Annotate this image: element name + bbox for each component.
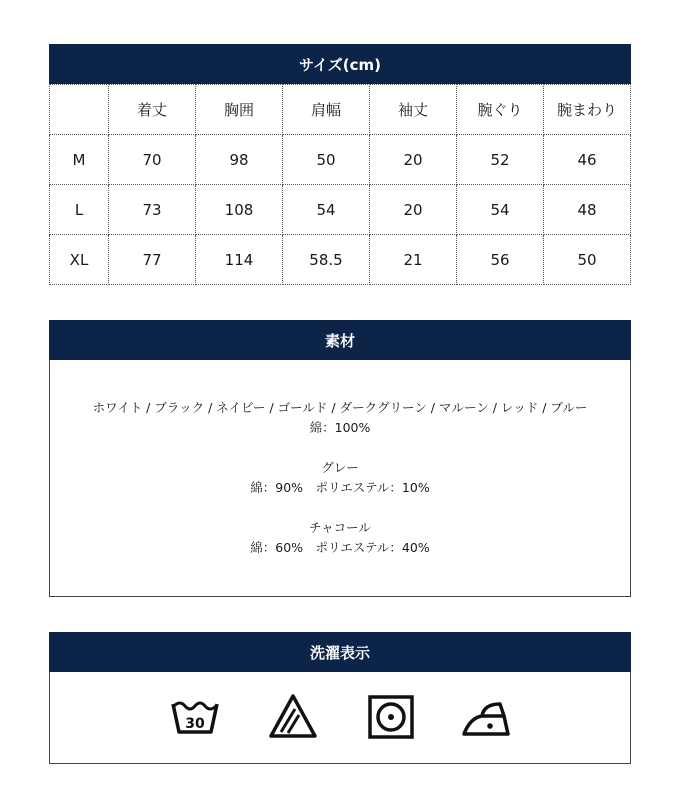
table-row [50, 235, 631, 285]
header-cell [50, 85, 109, 135]
table-cell: 21 [370, 235, 457, 285]
table-cell: 70 [109, 135, 196, 185]
material-composition: 綿：60% ポリエステル：40% [250, 540, 430, 555]
material-colors: グレー [321, 460, 359, 475]
material-colors: ホワイト / ブラック / ネイビー / ゴールド / ダークグリーン / マルーン / レッド / ブルー [92, 400, 588, 415]
material-composition: 綿：90% ポリエステル：10% [250, 480, 430, 495]
header-cell: 胸囲 [196, 85, 283, 135]
table-cell: 50 [283, 135, 370, 185]
tumble-dry-icon [366, 692, 416, 742]
size-section [49, 44, 631, 285]
material-group [50, 458, 630, 498]
size-label-cell: XL [50, 235, 109, 285]
table-cell: 56 [457, 235, 544, 285]
size-table-title: サイズ(cm) [49, 44, 631, 84]
table-cell: 20 [370, 135, 457, 185]
bleach-oxygen-only-icon [268, 692, 318, 742]
table-cell: 58.5 [283, 235, 370, 285]
table-cell: 54 [457, 185, 544, 235]
material-colors: チャコール [309, 520, 371, 535]
care-section [49, 632, 631, 764]
size-table-header-row [50, 85, 631, 135]
header-cell: 着丈 [109, 85, 196, 135]
table-cell: 54 [283, 185, 370, 235]
table-cell: 77 [109, 235, 196, 285]
table-row [50, 135, 631, 185]
wash-temp-label: 30 [185, 716, 205, 732]
table-cell: 98 [196, 135, 283, 185]
table-cell: 108 [196, 185, 283, 235]
header-cell: 肩幅 [283, 85, 370, 135]
table-cell: 73 [109, 185, 196, 235]
size-label-cell: L [50, 185, 109, 235]
table-cell: 52 [457, 135, 544, 185]
header-cell: 袖丈 [370, 85, 457, 135]
material-section [49, 320, 631, 597]
size-label-cell: M [50, 135, 109, 185]
table-cell: 20 [370, 185, 457, 235]
header-cell: 腕ぐり [457, 85, 544, 135]
table-cell: 46 [544, 135, 631, 185]
table-row [50, 185, 631, 235]
care-body [49, 672, 631, 764]
size-table [49, 84, 631, 285]
material-group [50, 518, 630, 558]
material-group [50, 398, 630, 438]
material-composition: 綿：100% [309, 420, 371, 435]
material-title: 素材 [49, 320, 631, 360]
table-cell: 50 [544, 235, 631, 285]
table-cell: 48 [544, 185, 631, 235]
care-title: 洗濯表示 [49, 632, 631, 672]
material-body [49, 360, 631, 597]
wash-30-icon [170, 692, 220, 742]
header-cell: 腕まわり [544, 85, 631, 135]
table-cell: 114 [196, 235, 283, 285]
iron-low-icon [460, 692, 510, 742]
